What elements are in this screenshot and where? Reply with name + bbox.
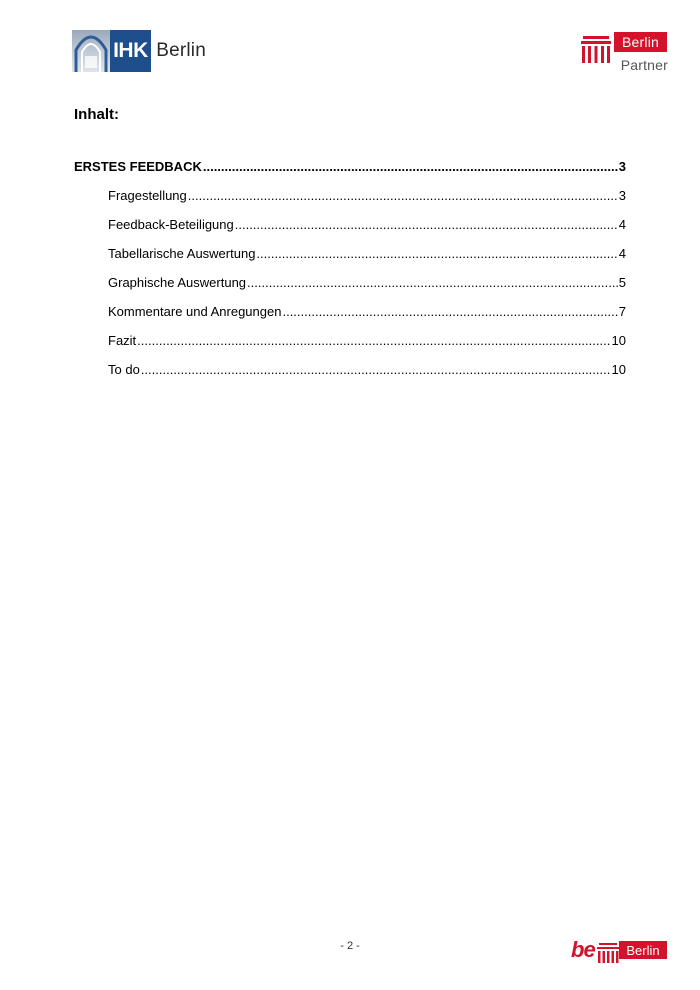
toc-entry-page: 10: [611, 333, 626, 348]
toc-entry-kommentare-und-anregungen[interactable]: [108, 304, 626, 320]
page-number: - 2 -: [340, 940, 360, 952]
toc-leader-dots: [137, 333, 610, 349]
toc-heading: Inhalt:: [74, 106, 119, 123]
toc-entry-tabellarische-auswertung[interactable]: [108, 246, 626, 262]
toc-entry-page: 3: [618, 159, 626, 174]
toc-entry-title: Fazit: [108, 333, 137, 348]
berlin-partner-box: Berlin: [614, 32, 667, 52]
toc-entry-title: Kommentare und Anregungen: [108, 304, 282, 319]
ihk-logo-box: IHK: [110, 30, 152, 72]
toc-leader-dots: [235, 217, 618, 233]
toc-entry-page: 5: [618, 275, 626, 290]
toc-entry-graphische-auswertung[interactable]: [108, 275, 626, 291]
toc-entry-title: Tabellarische Auswertung: [108, 246, 256, 261]
toc-entry-page: 4: [618, 217, 626, 232]
toc-leader-dots: [247, 275, 618, 291]
toc-entry-page: 10: [611, 362, 626, 377]
toc-entry-title: Feedback-Beteiligung: [108, 217, 234, 232]
be-berlin-box: Berlin: [619, 941, 667, 959]
brandenburg-gate-icon: [580, 34, 612, 64]
toc-entry-erstes-feedback[interactable]: [74, 159, 626, 175]
toc-entry-title: Graphische Auswertung: [108, 275, 247, 290]
toc-leader-dots: [282, 304, 617, 320]
be-berlin-be-text: be: [571, 937, 595, 962]
toc-entry-feedback-beteiligung[interactable]: [108, 217, 626, 233]
toc-entry-page: 3: [618, 188, 626, 203]
ihk-logo-city: Berlin: [156, 40, 206, 61]
toc-leader-dots: [256, 246, 617, 262]
ihk-berlin-logo: [72, 30, 206, 72]
toc-entry-title: To do: [108, 362, 140, 377]
berlin-partner-logo: [580, 32, 670, 74]
toc-leader-dots: [203, 159, 618, 175]
toc-entry-to-do[interactable]: [108, 362, 626, 378]
toc-leader-dots: [141, 362, 611, 378]
toc-entry-fazit[interactable]: [108, 333, 626, 349]
ihk-arch-emblem-icon: [72, 30, 110, 72]
toc-entry-page: 7: [618, 304, 626, 319]
berlin-partner-subtext: Partner: [620, 57, 668, 73]
brandenburg-gate-icon: [597, 943, 619, 963]
toc-leader-dots: [188, 188, 618, 204]
toc-entry-title: Fragestellung: [108, 188, 187, 203]
toc-entry-page: 4: [618, 246, 626, 261]
be-berlin-logo: [571, 939, 669, 965]
toc-entry-title: ERSTES FEEDBACK: [74, 159, 202, 174]
toc-entry-fragestellung[interactable]: [108, 188, 626, 204]
